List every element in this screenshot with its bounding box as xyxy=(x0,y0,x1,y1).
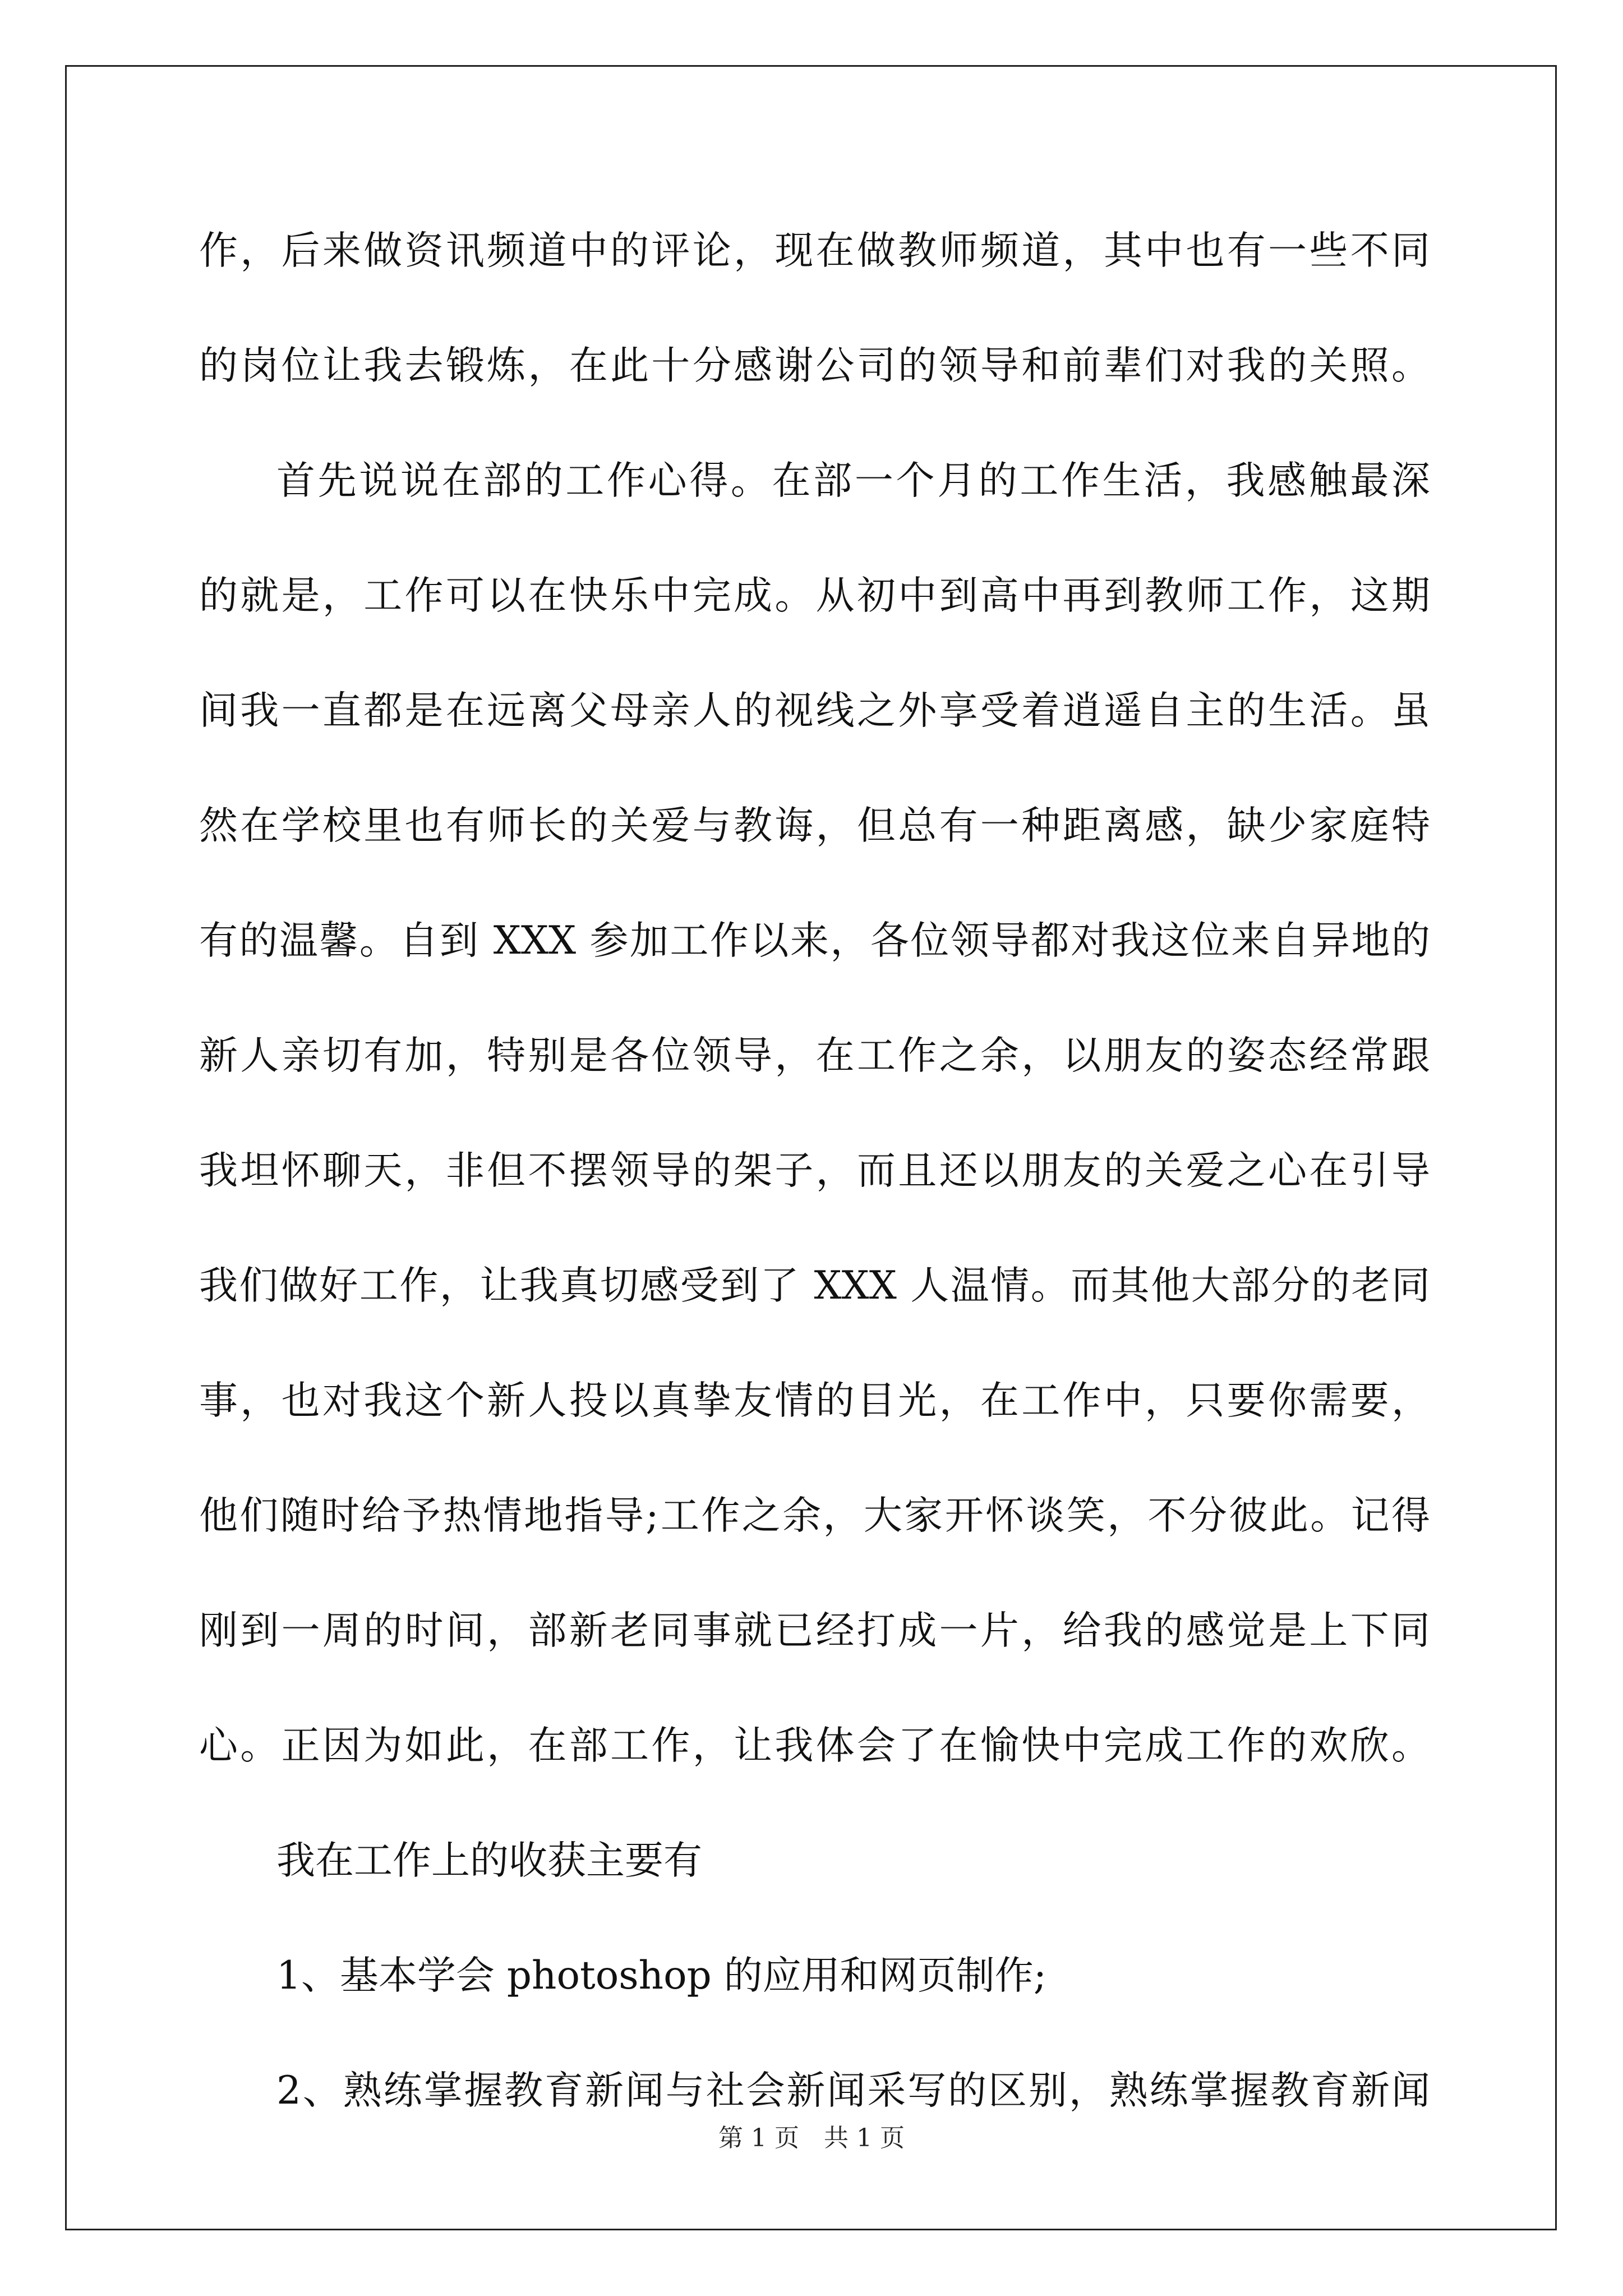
text-line: 刚到一周的时间，部新老同事就已经打成一片，给我的感觉是上下同 xyxy=(199,1608,1430,1653)
text-line: 的岗位让我去锻炼，在此十分感谢公司的领导和前辈们对我的关照。 xyxy=(199,343,1430,388)
text-line: 事，也对我这个新人投以真挚友情的目光，在工作中，只要你需要， xyxy=(199,1378,1430,1423)
document-body xyxy=(199,218,1430,2173)
text-line: 我们做好工作，让我真切感受到了 XXX 人温情。而其他大部分的老同 xyxy=(199,1263,1430,1308)
text-line: 新人亲切有加，特别是各位领导，在工作之余，以朋友的姿态经常跟 xyxy=(199,1033,1430,1078)
page-footer: 第 1 页 共 1 页 xyxy=(718,2124,905,2152)
text-line: 然在学校里也有师长的关爱与教诲，但总有一种距离感，缺少家庭特 xyxy=(199,803,1430,848)
text-line: 间我一直都是在远离父母亲人的视线之外享受着逍遥自主的生活。虽 xyxy=(199,688,1430,733)
text-line: 我在工作上的收获主要有 xyxy=(276,1838,702,1883)
text-line: 作，后来做资讯频道中的评论，现在做教师频道，其中也有一些不同 xyxy=(199,228,1430,273)
text-line: 1、基本学会 photoshop 的应用和网页制作; xyxy=(276,1953,1046,1998)
text-line: 他们随时给予热情地指导;工作之余，大家开怀谈笑，不分彼此。记得 xyxy=(199,1493,1430,1538)
text-line: 有的温馨。自到 XXX 参加工作以来，各位领导都对我这位来自异地的 xyxy=(199,918,1430,963)
text-line: 首先说说在部的工作心得。在部一个月的工作生活，我感触最深 xyxy=(276,458,1430,503)
text-line: 2、熟练掌握教育新闻与社会新闻采写的区别，熟练掌握教育新闻 xyxy=(276,2068,1430,2113)
text-line: 的就是，工作可以在快乐中完成。从初中到高中再到教师工作，这期 xyxy=(199,573,1430,618)
text-line: 心。正因为如此，在部工作，让我体会了在愉快中完成工作的欢欣。 xyxy=(199,1723,1430,1768)
text-line: 我坦怀聊天，非但不摆领导的架子，而且还以朋友的关爱之心在引导 xyxy=(199,1148,1430,1193)
